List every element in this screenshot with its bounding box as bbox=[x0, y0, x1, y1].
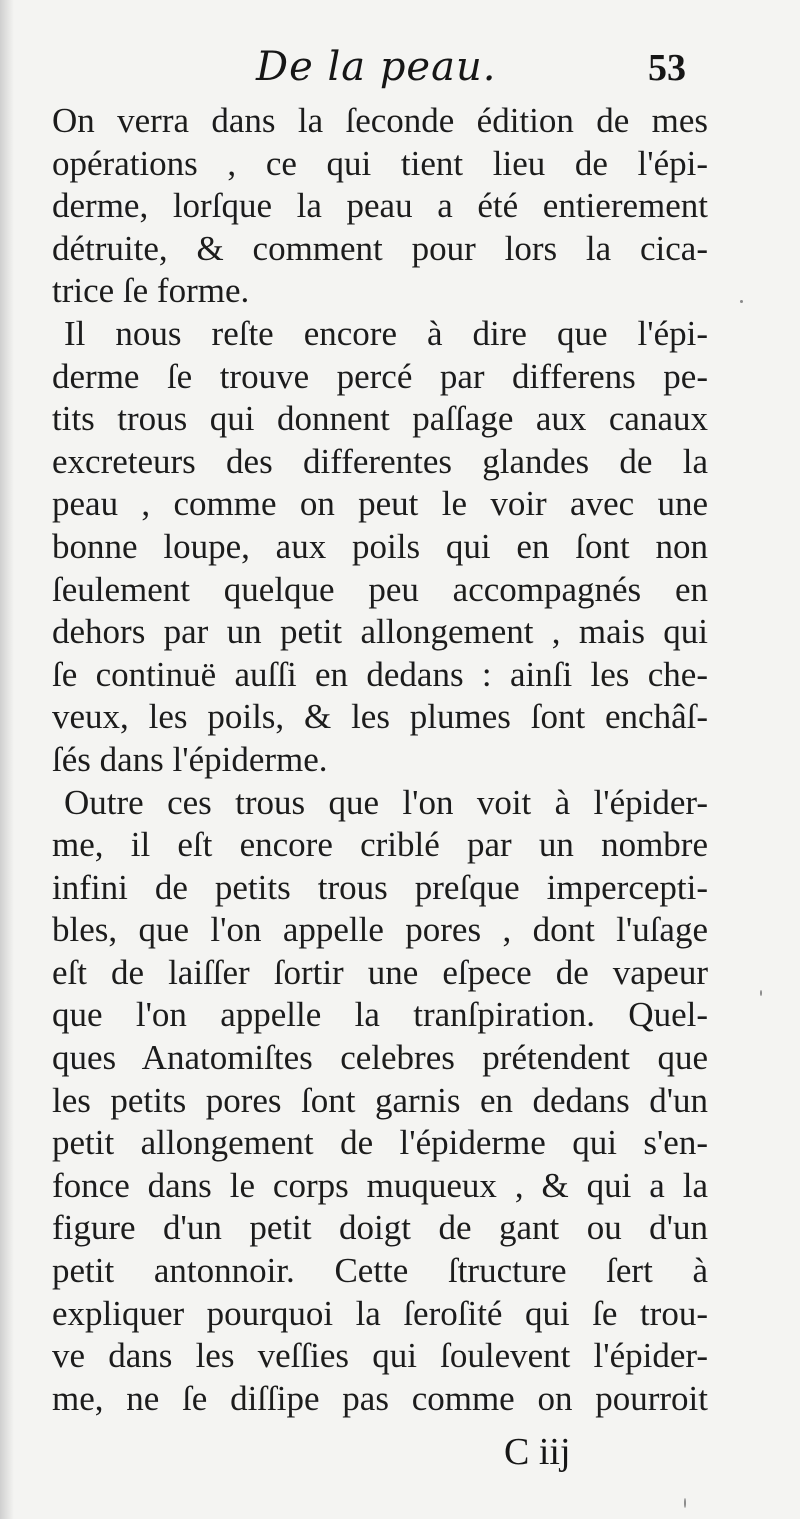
running-head: De la peau. bbox=[256, 44, 497, 90]
text-line: Il nous reſte encore à dire que l'épi- bbox=[64, 313, 708, 353]
text-line: opérations , ce qui tient lieu de l'épi- bbox=[52, 143, 708, 183]
text-line: me, il eſt encore criblé par un nombre bbox=[52, 825, 708, 865]
text-line: petit allongement de l'épiderme qui s'en- bbox=[52, 1123, 708, 1163]
text-line: derme ſe trouve percé par differens pe- bbox=[52, 356, 708, 396]
text-line: ſe continuë auſſi en dedans : ainſi les che- bbox=[52, 654, 708, 694]
text-line: dehors par un petit allongement , mais qui bbox=[52, 612, 708, 652]
text-line: trice ſe forme. bbox=[52, 271, 250, 311]
text-line: On verra dans la ſeconde édition de mes bbox=[52, 101, 708, 140]
text-line: infini de petits trous preſque imperceptі- bbox=[52, 867, 708, 907]
page-number: 53 bbox=[648, 47, 686, 89]
text-line: les petits pores ſont garnis en dedans d'un bbox=[52, 1080, 708, 1120]
text-line: bles, que l'on appelle pores , dont l'uſage bbox=[52, 910, 708, 950]
text-line: expliquer pourquoi la ſeroſité qui ſe trou- bbox=[52, 1293, 708, 1333]
text-line: veux, les poils, & les plumes ſont enchâſ- bbox=[52, 697, 708, 737]
text-line: fonce dans le corps muqueux , & qui a la bbox=[52, 1165, 708, 1205]
signature-mark: C iij bbox=[504, 1431, 571, 1473]
page-gutter-shadow bbox=[0, 0, 14, 1519]
text-line: petit antonnoir. Cette ſtructure ſert à bbox=[52, 1251, 708, 1291]
text-line: figure d'un petit doigt de gant ou d'un bbox=[52, 1208, 708, 1248]
text-line: Outre ces trous que l'on voit à l'épider- bbox=[64, 782, 708, 822]
text-line: bonne loupe, aux poils qui en ſont non bbox=[52, 526, 708, 566]
text-line: ve dans les veſſies qui ſoulevent l'épider- bbox=[52, 1336, 708, 1376]
text-line: derme, lorſque la peau a été entierement bbox=[52, 186, 708, 226]
body-text bbox=[52, 100, 708, 1420]
text-line: tits trous qui donnent paſſage aux canaux bbox=[52, 399, 708, 439]
page-header bbox=[0, 40, 800, 100]
text-line: ques Anatomiſtes celebres prétendent que bbox=[52, 1038, 708, 1078]
text-line: excreteurs des differentes glandes de la bbox=[52, 441, 708, 481]
text-line: détruite, & comment pour lors la cica- bbox=[52, 228, 708, 268]
text-line: que l'on appelle la tranſpiration. Quel- bbox=[52, 995, 708, 1035]
text-line: me, ne ſe diſſipe pas comme on pourroit bbox=[52, 1378, 708, 1418]
paper-speck bbox=[760, 990, 762, 996]
page-footer bbox=[0, 1430, 800, 1480]
paper-speck bbox=[740, 300, 743, 303]
text-line: ſés dans l'épiderme. bbox=[52, 739, 328, 779]
text-line: ſeulement quelque peu accompagnés en bbox=[52, 569, 708, 609]
paper-speck bbox=[684, 1498, 686, 1508]
text-line: eſt de laiſſer ſortir une eſpece de vapeur bbox=[52, 952, 708, 992]
text-line: peau , comme on peut le voir avec une bbox=[52, 484, 708, 524]
